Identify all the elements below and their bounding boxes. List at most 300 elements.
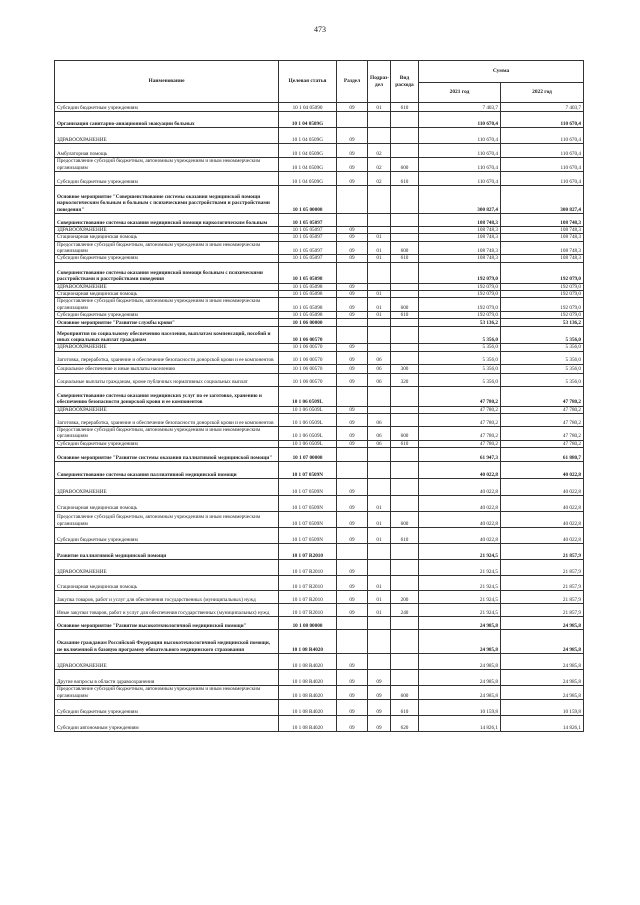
sum-2021-cell: 21 924,5 <box>419 604 501 617</box>
table-row <box>55 462 584 479</box>
expense-type-cell <box>391 617 419 630</box>
sum-2022-cell: 192 079,0 <box>501 298 584 312</box>
subsection-cell: 09 <box>368 686 391 700</box>
expense-type-cell <box>391 630 419 654</box>
name-cell: Закупка товаров, работ и услуг для обеспечения государственных (муниципальных) нужд <box>55 591 279 604</box>
expense-type-cell <box>391 227 419 234</box>
name-cell: Основное мероприятие "Развитие службы крови" <box>55 319 279 327</box>
section-cell: 09 <box>337 406 368 413</box>
sum-2021-cell: 110 670,4 <box>419 128 501 144</box>
name-cell: Стационарная медицинская помощь <box>55 576 279 591</box>
sum-2021-cell: 24 985,8 <box>419 670 501 686</box>
expense-type-cell: 620 <box>391 716 419 732</box>
sum-2021-cell: 300 827,4 <box>419 186 501 214</box>
target-article-cell: 10 1 07 0509N <box>279 479 337 496</box>
target-article-cell: 10 1 07 00000 <box>279 448 337 462</box>
section-cell: 09 <box>337 227 368 234</box>
sum-2022-cell: 53 136,2 <box>501 319 584 327</box>
target-article-cell: 10 1 07 0509N <box>279 462 337 479</box>
section-cell: 09 <box>337 291 368 298</box>
sum-2022-cell: 47 780,2 <box>501 427 584 441</box>
expense-type-cell <box>391 128 419 144</box>
target-article-cell: 10 1 08 R4020 <box>279 630 337 654</box>
table-row <box>55 255 584 262</box>
sum-2022-cell: 47 780,2 <box>501 386 584 406</box>
section-cell: 09 <box>337 364 368 373</box>
sum-2022-cell: 5 356,0 <box>501 344 584 351</box>
section-cell <box>337 214 368 227</box>
table-row <box>55 560 584 576</box>
expense-type-cell: 600 <box>391 241 419 255</box>
section-cell <box>337 262 368 283</box>
target-article-cell: 10 1 08 R4020 <box>279 654 337 670</box>
table-row <box>55 406 584 413</box>
sum-2022-cell: 47 780,2 <box>501 440 584 447</box>
sum-2022-cell: 10 159,8 <box>501 700 584 716</box>
subsection-cell <box>368 448 391 462</box>
sum-2022-cell: 5 356,0 <box>501 351 584 364</box>
sum-2022-cell: 47 780,2 <box>501 406 584 413</box>
sum-2022-cell: 21 857,9 <box>501 604 584 617</box>
table-row <box>55 414 584 427</box>
expense-type-cell <box>391 654 419 670</box>
subsection-cell: 01 <box>368 496 391 512</box>
section-cell <box>337 630 368 654</box>
section-cell <box>337 386 368 406</box>
sum-2022-cell: 61 880,7 <box>501 448 584 462</box>
header-section: Раздел <box>337 61 368 103</box>
sum-2021-cell: 192 079,0 <box>419 262 501 283</box>
subsection-cell: 01 <box>368 312 391 319</box>
section-cell: 09 <box>337 103 368 112</box>
subsection-cell <box>368 344 391 351</box>
sum-2021-cell: 108 748,3 <box>419 234 501 241</box>
sum-2021-cell: 110 670,4 <box>419 112 501 128</box>
name-cell: Другие вопросы в области здравоохранения <box>55 670 279 686</box>
expense-type-cell <box>391 670 419 686</box>
subsection-cell: 01 <box>368 298 391 312</box>
sum-2022-cell: 108 748,3 <box>501 214 584 227</box>
table-row <box>55 312 584 319</box>
name-cell: Предоставление субсидий бюджетным, автономным учреждениям и иным некоммерческим организациям <box>55 158 279 172</box>
sum-2021-cell: 192 079,0 <box>419 283 501 290</box>
name-cell: Предоставление субсидий бюджетным, автономным учреждениям и иным некоммерческим организациям <box>55 298 279 312</box>
section-cell <box>337 327 368 344</box>
sum-2021-cell: 5 356,0 <box>419 373 501 386</box>
expense-type-cell: 610 <box>391 255 419 262</box>
table-row <box>55 158 584 172</box>
section-cell: 09 <box>337 158 368 172</box>
name-cell: ЗДРАВООХРАНЕНИЕ <box>55 654 279 670</box>
table-row <box>55 528 584 544</box>
name-cell: Заготовка, переработка, хранение и обеспечение безопасности донорской крови и ее компонентов <box>55 414 279 427</box>
name-cell: Развитие паллиативной медицинской помощи <box>55 544 279 560</box>
section-cell: 09 <box>337 255 368 262</box>
sum-2021-cell: 61 947,3 <box>419 448 501 462</box>
sum-2022-cell: 300 827,4 <box>501 186 584 214</box>
sum-2021-cell: 53 136,2 <box>419 319 501 327</box>
subsection-cell: 02 <box>368 144 391 158</box>
table-row <box>55 630 584 654</box>
target-article-cell: 10 1 07 R2010 <box>279 604 337 617</box>
table-row <box>55 214 584 227</box>
section-cell: 09 <box>337 512 368 528</box>
name-cell: Заготовка, переработка, хранение и обеспечение безопасности донорской крови и ее компонентов <box>55 351 279 364</box>
name-cell: Совершенствование системы оказания паллиативной медицинской помощи <box>55 462 279 479</box>
sum-2022-cell: 108 748,3 <box>501 241 584 255</box>
sum-2022-cell: 110 670,4 <box>501 144 584 158</box>
subsection-cell <box>368 128 391 144</box>
target-article-cell: 10 1 04 0509G <box>279 158 337 172</box>
target-article-cell: 10 1 06 0509L <box>279 406 337 413</box>
sum-2022-cell: 192 079,0 <box>501 283 584 290</box>
sum-2022-cell: 21 857,9 <box>501 576 584 591</box>
subsection-cell <box>368 112 391 128</box>
table-row <box>55 479 584 496</box>
name-cell: Основное мероприятие "Развитие системы оказания паллиативной медицинской помощи" <box>55 448 279 462</box>
expense-type-cell <box>391 386 419 406</box>
target-article-cell: 10 1 04 05090 <box>279 103 337 112</box>
target-article-cell: 10 1 05 05098 <box>279 291 337 298</box>
table-body <box>55 103 584 732</box>
name-cell: Оказание гражданам Российской Федерации высокотехнологичной медицинской помощи, не включенной в базовую программу обязательного медицинского страхования <box>55 630 279 654</box>
section-cell: 09 <box>337 128 368 144</box>
sum-2021-cell: 21 924,5 <box>419 591 501 604</box>
target-article-cell: 10 1 08 00000 <box>279 617 337 630</box>
table-row <box>55 448 584 462</box>
sum-2022-cell: 5 356,0 <box>501 327 584 344</box>
expense-type-cell: 600 <box>391 686 419 700</box>
section-cell: 09 <box>337 312 368 319</box>
table-row <box>55 512 584 528</box>
subsection-cell: 01 <box>368 528 391 544</box>
subsection-cell: 01 <box>368 103 391 112</box>
expense-type-cell: 200 <box>391 591 419 604</box>
subsection-cell: 02 <box>368 158 391 172</box>
table-row <box>55 319 584 327</box>
sum-2022-cell: 21 857,9 <box>501 560 584 576</box>
sum-2022-cell: 110 670,4 <box>501 158 584 172</box>
subsection-cell: 02 <box>368 172 391 186</box>
table-row <box>55 373 584 386</box>
expense-type-cell: 240 <box>391 604 419 617</box>
subsection-cell <box>368 617 391 630</box>
sum-2022-cell: 108 748,3 <box>501 234 584 241</box>
section-cell <box>337 617 368 630</box>
name-cell: Совершенствование системы оказания медицинской помощи наркологическим больным <box>55 214 279 227</box>
sum-2021-cell: 5 356,0 <box>419 364 501 373</box>
expense-type-cell <box>391 144 419 158</box>
sum-2021-cell: 192 079,0 <box>419 291 501 298</box>
expense-type-cell <box>391 186 419 214</box>
name-cell: Субсидии бюджетным учреждениям <box>55 312 279 319</box>
subsection-cell: 06 <box>368 373 391 386</box>
target-article-cell: 10 1 06 00570 <box>279 344 337 351</box>
expense-type-cell <box>391 234 419 241</box>
sum-2022-cell: 47 780,2 <box>501 414 584 427</box>
sum-2021-cell: 40 022,8 <box>419 512 501 528</box>
expense-type-cell <box>391 283 419 290</box>
name-cell: ЗДРАВООХРАНЕНИЕ <box>55 479 279 496</box>
sum-2021-cell: 47 780,2 <box>419 414 501 427</box>
target-article-cell: 10 1 06 0509L <box>279 427 337 441</box>
section-cell: 09 <box>337 234 368 241</box>
subsection-cell: 01 <box>368 591 391 604</box>
subsection-cell <box>368 406 391 413</box>
target-article-cell: 10 1 08 R4020 <box>279 670 337 686</box>
name-cell: Субсидии бюджетным учреждениям <box>55 172 279 186</box>
target-article-cell: 10 1 04 0509G <box>279 144 337 158</box>
section-cell: 09 <box>337 298 368 312</box>
section-cell: 09 <box>337 241 368 255</box>
expense-type-cell <box>391 560 419 576</box>
section-cell: 09 <box>337 496 368 512</box>
sum-2022-cell: 192 079,0 <box>501 291 584 298</box>
table-row <box>55 686 584 700</box>
name-cell: ЗДРАВООХРАНЕНИЕ <box>55 227 279 234</box>
name-cell: Совершенствование системы оказания медицинских услуг по ее заготовке, хранению и обеспечению безопасности донорской крови и ее компонентов <box>55 386 279 406</box>
target-article-cell: 10 1 04 0509G <box>279 112 337 128</box>
table-row <box>55 172 584 186</box>
section-cell: 09 <box>337 604 368 617</box>
expense-type-cell: 600 <box>391 158 419 172</box>
sum-2022-cell: 40 022,8 <box>501 496 584 512</box>
target-article-cell: 10 1 05 05098 <box>279 283 337 290</box>
sum-2021-cell: 7 403,7 <box>419 103 501 112</box>
subsection-cell: 06 <box>368 364 391 373</box>
section-cell: 09 <box>337 373 368 386</box>
table-row <box>55 227 584 234</box>
expense-type-cell: 610 <box>391 172 419 186</box>
table-row <box>55 496 584 512</box>
sum-2021-cell: 21 924,5 <box>419 544 501 560</box>
section-cell <box>337 319 368 327</box>
expense-type-cell: 610 <box>391 700 419 716</box>
header-name: Наименование <box>55 61 279 103</box>
budget-table <box>54 60 584 732</box>
sum-2021-cell: 40 022,8 <box>419 496 501 512</box>
table-row <box>55 604 584 617</box>
sum-2021-cell: 110 670,4 <box>419 144 501 158</box>
sum-2021-cell: 47 780,2 <box>419 406 501 413</box>
sum-2022-cell: 7 403,7 <box>501 103 584 112</box>
target-article-cell: 10 1 07 0509N <box>279 496 337 512</box>
target-article-cell: 10 1 04 0509G <box>279 172 337 186</box>
target-article-cell: 10 1 06 00570 <box>279 351 337 364</box>
expense-type-cell <box>391 327 419 344</box>
sum-2021-cell: 10 159,8 <box>419 700 501 716</box>
expense-type-cell: 610 <box>391 440 419 447</box>
section-cell: 09 <box>337 591 368 604</box>
name-cell: Организация санитарно-авиационной эвакуации больных <box>55 112 279 128</box>
table-row <box>55 654 584 670</box>
name-cell: ЗДРАВООХРАНЕНИЕ <box>55 406 279 413</box>
name-cell: ЗДРАВООХРАНЕНИЕ <box>55 560 279 576</box>
subsection-cell: 01 <box>368 512 391 528</box>
page-number: 473 <box>314 25 326 34</box>
sum-2022-cell: 110 670,4 <box>501 112 584 128</box>
table-row <box>55 103 584 112</box>
table-row <box>55 283 584 290</box>
expense-type-cell: 600 <box>391 298 419 312</box>
expense-type-cell <box>391 479 419 496</box>
sum-2022-cell: 110 670,4 <box>501 128 584 144</box>
section-cell: 09 <box>337 686 368 700</box>
expense-type-cell <box>391 214 419 227</box>
target-article-cell: 10 1 07 R2010 <box>279 591 337 604</box>
name-cell: Предоставление субсидий бюджетным, автономным учреждениям и иным некоммерческим организациям <box>55 241 279 255</box>
section-cell: 09 <box>337 654 368 670</box>
section-cell <box>337 186 368 214</box>
expense-type-cell <box>391 291 419 298</box>
sum-2022-cell: 108 748,3 <box>501 227 584 234</box>
target-article-cell: 10 1 05 05097 <box>279 234 337 241</box>
subsection-cell <box>368 560 391 576</box>
section-cell <box>337 544 368 560</box>
table-row <box>55 128 584 144</box>
target-article-cell: 10 1 08 R4020 <box>279 700 337 716</box>
target-article-cell: 10 1 07 R2010 <box>279 576 337 591</box>
expense-type-cell: 610 <box>391 103 419 112</box>
table-row <box>55 427 584 441</box>
table-row <box>55 186 584 214</box>
sum-2022-cell: 24 985,8 <box>501 670 584 686</box>
subsection-cell <box>368 214 391 227</box>
target-article-cell: 10 1 05 05097 <box>279 255 337 262</box>
subsection-cell: 09 <box>368 716 391 732</box>
section-cell: 09 <box>337 440 368 447</box>
table-row <box>55 716 584 732</box>
sum-2021-cell: 40 022,8 <box>419 462 501 479</box>
target-article-cell: 10 1 05 05097 <box>279 241 337 255</box>
section-cell: 09 <box>337 144 368 158</box>
table-row <box>55 440 584 447</box>
expense-type-cell <box>391 462 419 479</box>
table-row <box>55 344 584 351</box>
expense-type-cell: 600 <box>391 512 419 528</box>
table-row <box>55 364 584 373</box>
subsection-cell: 01 <box>368 604 391 617</box>
table-row <box>55 386 584 406</box>
expense-type-cell <box>391 406 419 413</box>
sum-2022-cell: 21 857,9 <box>501 544 584 560</box>
header-target-article: Целевая статья <box>279 61 337 103</box>
sum-2022-cell: 108 748,3 <box>501 255 584 262</box>
name-cell: Мероприятия по социальному обеспечению населения, выплатам компенсаций, пособий и иных социальных выплат гражданам <box>55 327 279 344</box>
section-cell <box>337 462 368 479</box>
name-cell: Стационарная медицинская помощь <box>55 291 279 298</box>
section-cell: 09 <box>337 670 368 686</box>
sum-2021-cell: 108 748,3 <box>419 241 501 255</box>
expense-type-cell: 300 <box>391 364 419 373</box>
expense-type-cell: 320 <box>391 373 419 386</box>
sum-2022-cell: 40 022,8 <box>501 512 584 528</box>
section-cell <box>337 112 368 128</box>
target-article-cell: 10 1 05 05097 <box>279 227 337 234</box>
name-cell: Основное мероприятие "Совершенствование системы оказания медицинской помощи наркологическим больным и больным с психическими расстройствами и расстройствами поведения" <box>55 186 279 214</box>
sum-2021-cell: 21 924,5 <box>419 560 501 576</box>
target-article-cell: 10 1 06 00570 <box>279 364 337 373</box>
section-cell: 09 <box>337 528 368 544</box>
name-cell: Стационарная медицинская помощь <box>55 234 279 241</box>
expense-type-cell: 610 <box>391 312 419 319</box>
section-cell: 09 <box>337 427 368 441</box>
subsection-cell <box>368 544 391 560</box>
table-row <box>55 351 584 364</box>
subsection-cell: 06 <box>368 414 391 427</box>
header-expense-type: Вид расхода <box>391 61 419 103</box>
name-cell: Социальное обеспечение и иные выплаты населению <box>55 364 279 373</box>
table-row <box>55 298 584 312</box>
target-article-cell: 10 1 05 05097 <box>279 214 337 227</box>
target-article-cell: 10 1 05 05098 <box>279 262 337 283</box>
sum-2021-cell: 110 670,4 <box>419 158 501 172</box>
subsection-cell: 09 <box>368 700 391 716</box>
table-row <box>55 700 584 716</box>
header-year-2021: 2021 год <box>419 83 501 103</box>
expense-type-cell: 600 <box>391 427 419 441</box>
name-cell: ЗДРАВООХРАНЕНИЕ <box>55 283 279 290</box>
header-sum: Сумма <box>419 61 584 83</box>
sum-2021-cell: 108 748,3 <box>419 214 501 227</box>
target-article-cell: 10 1 07 0509N <box>279 528 337 544</box>
target-article-cell: 10 1 07 0509N <box>279 512 337 528</box>
section-cell: 09 <box>337 479 368 496</box>
name-cell: Субсидии бюджетным учреждениям <box>55 528 279 544</box>
name-cell: Предоставление субсидий бюджетным, автономным учреждениям и иным некоммерческим организациям <box>55 686 279 700</box>
subsection-cell <box>368 462 391 479</box>
subsection-cell <box>368 319 391 327</box>
target-article-cell: 10 1 07 R2010 <box>279 560 337 576</box>
section-cell: 09 <box>337 344 368 351</box>
table-row <box>55 112 584 128</box>
sum-2021-cell: 24 985,8 <box>419 654 501 670</box>
name-cell: Субсидии бюджетным учреждениям <box>55 700 279 716</box>
sum-2021-cell: 110 670,4 <box>419 172 501 186</box>
expense-type-cell <box>391 414 419 427</box>
sum-2021-cell: 47 780,2 <box>419 386 501 406</box>
section-cell: 09 <box>337 172 368 186</box>
subsection-cell <box>368 654 391 670</box>
target-article-cell: 10 1 06 0509L <box>279 386 337 406</box>
name-cell: Предоставление субсидий бюджетным, автономным учреждениям и иным некоммерческим организациям <box>55 427 279 441</box>
sum-2021-cell: 40 022,8 <box>419 528 501 544</box>
sum-2021-cell: 108 748,3 <box>419 227 501 234</box>
subsection-cell <box>368 227 391 234</box>
subsection-cell: 01 <box>368 241 391 255</box>
table-row <box>55 576 584 591</box>
name-cell: Стационарная медицинская помощь <box>55 496 279 512</box>
sum-2022-cell: 24 985,8 <box>501 654 584 670</box>
subsection-cell <box>368 186 391 214</box>
subsection-cell <box>368 262 391 283</box>
table-row <box>55 327 584 344</box>
name-cell: Основное мероприятие "Развитие высокотехнологичной медицинской помощи" <box>55 617 279 630</box>
section-cell: 09 <box>337 414 368 427</box>
target-article-cell: 10 1 06 00000 <box>279 319 337 327</box>
target-article-cell: 10 1 06 00570 <box>279 327 337 344</box>
sum-2021-cell: 24 985,8 <box>419 630 501 654</box>
section-cell: 09 <box>337 283 368 290</box>
expense-type-cell <box>391 544 419 560</box>
name-cell: Субсидии бюджетным учреждениям <box>55 255 279 262</box>
expense-type-cell <box>391 351 419 364</box>
name-cell: Иные закупки товаров, работ и услуг для обеспечения государственных (муниципальных) нужд <box>55 604 279 617</box>
name-cell: ЗДРАВООХРАНЕНИЕ <box>55 128 279 144</box>
header-subsection: Подраз-дел <box>368 61 391 103</box>
sum-2022-cell: 40 022,8 <box>501 479 584 496</box>
target-article-cell: 10 1 07 R2010 <box>279 544 337 560</box>
